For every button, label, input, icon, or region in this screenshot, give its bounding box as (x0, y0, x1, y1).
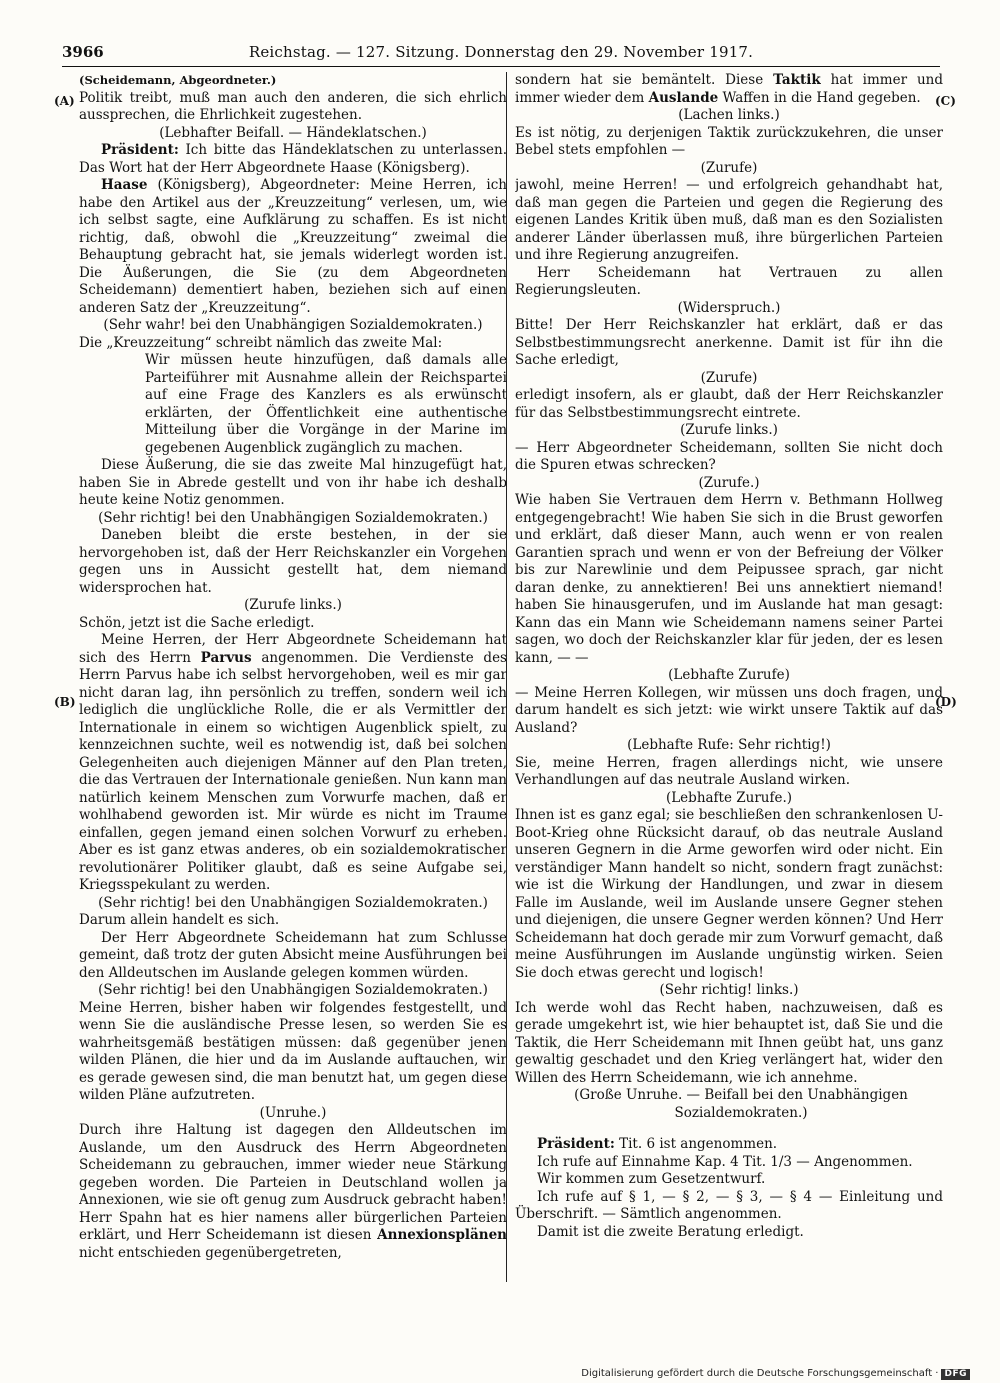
reaction: (Sehr richtig! links.) (659, 982, 799, 998)
page-header (62, 42, 940, 66)
margin-mark-d: (D) (935, 695, 957, 709)
speaker-name: Präsident: (537, 1136, 615, 1152)
margin-mark-a: (A) (54, 94, 75, 108)
margin-mark-b: (B) (54, 695, 76, 709)
speaker-name: Haase (101, 177, 148, 193)
paragraph: Ich werde wohl das Recht haben, nachzuweisen, daß es gerade umgekehrt ist, wie hier behauptet ist, daß Sie und die Taktik, die Herr Scheidemann mit Ihnen geübt hat, uns ganz gewaltig geschadet und den Krieg verlängert hat, wider den Willen des Herrn Scheidemann, wie ich annehme. (515, 999, 943, 1086)
paragraph: Meine Herren, der Herr Abgeordnete Scheidemann hat sich des Herrn Parvus angenommen. Die Verdienste des Herrn Parvus habe ich selbst hervorgehoben, weil es mir gar nicht daran lag, ihn persönlich zu treffen, sondern weil ich lediglich die unglückliche Rolle, die er als Vermittler der Internationale in einem so wichtigen Augenblick spielt, zu kennzeichnen suchte, weil es notwendig ist, daß bei solchen Gelegenheiten auch diejenigen Männer auf den Plan treten, die das Vertrauen der Internationale genießen. Nun kann man natürlich keinem Menschen zum Vorwurfe machen, daß er wohlhabend geworden ist. Mir würde es nicht im Traume einfallen, gegen jemand einen solchen Vorwurf zu erheben. Aber es ist ganz etwas anderes, ob ein sozialdemokratischer revolutionärer Politiker glaubt, daß es seine Aufgabe sei, Kriegsspekulant zu werden. (79, 632, 507, 893)
reaction: (Unruhe.) (259, 1104, 327, 1121)
paragraph: Damit ist die zweite Beratung erledigt. (537, 1223, 804, 1240)
paragraph: Ich rufe auf Einnahme Kap. 4 Tit. 1/3 — Angenommen. (537, 1153, 913, 1170)
header-rule (62, 66, 940, 67)
speaker-name: Präsident: (101, 142, 179, 158)
paragraph: Schön, jetzt ist die Sache erledigt. (79, 614, 315, 631)
right-column (515, 72, 943, 1292)
paragraph: Präsident: Ich bitte das Händeklatschen zu unterlassen. Das Wort hat der Herr Abgeordnete Haase (Königsberg). (79, 142, 507, 176)
paragraph: Es ist nötig, zu derjenigen Taktik zurückzukehren, die unser Bebel stets empfohlen — (515, 124, 943, 158)
paragraph: Darum allein handelt es sich. (79, 912, 280, 928)
paragraph: — Meine Herren Kollegen, wir müssen uns doch fragen, und darum handelt es sich jetzt: wie wirkt unsere Taktik auf das Ausland? (515, 684, 943, 736)
credit-text: Digitalisierung gefördert durch die Deutsche Forschungsgemeinschaft · (581, 1368, 939, 1379)
reaction: (Sehr wahr! bei den Unabhängigen Sozialdemokraten.) (103, 317, 483, 333)
reaction: (Große Unruhe. — Beifall bei den Unabhängigen Sozialdemokraten.) (574, 1087, 908, 1121)
paragraph: Sie, meine Herren, fragen allerdings nicht, wie unsere Verhandlungen auf das neutrale Ausland wirken. (515, 754, 943, 788)
paragraph: Ihnen ist es ganz egal; sie beschließen den schrankenlosen U-Boot-Krieg ohne Rücksicht darauf, ob das neutrale Ausland unseren Gegnern in die Arme geworfen wird oder nicht. Ein verständiger Mann handelt so nicht, sondern fragt zunächst: wie ist die Wirkung der Handlungen, und zwar in diesem Falle im Auslande, weil im Auslande unsere Gegner stehen und diejenigen, die unsere Gegner werden können? Und Herr Scheidemann hat doch gerade mir zum Vorwurf gemacht, daß meine Ausführungen im Auslande ungünstig wirken. Seien Sie doch etwas gerecht und logisch! (515, 807, 943, 981)
reaction: (Lebhafte Zurufe) (668, 667, 790, 683)
paragraph: Meine Herren, bisher haben wir folgendes festgestellt, und wenn Sie die ausländische Presse lesen, so werden Sie es wahrheitsgemäß bestätigen müssen: daß gegenüber jenen wilden Plänen, die hier und da im Auslande auftauchen, wir es gerade gewesen sind, die man benutzt hat, um gegen diese wilden Pläne aufzutreten. (79, 999, 507, 1103)
reaction: (Zurufe links.) (244, 597, 342, 613)
margin-mark-c: (C) (935, 94, 956, 108)
reaction: (Widerspruch.) (677, 299, 781, 316)
reaction: (Lebhafte Rufe: Sehr richtig!) (627, 737, 831, 753)
speaker-attribution: (Scheidemann, Abgeordneter.) (79, 73, 277, 87)
paragraph: Ich rufe auf § 1, — § 2, — § 3, — § 4 — Einleitung und Überschrift. — Sämtlich angenommen. (515, 1188, 943, 1222)
paragraph: Bitte! Der Herr Reichskanzler hat erklärt, daß er das Selbstbestimmungsrecht anerkenne. Damit ist für ihn die Sache erledigt, (515, 317, 943, 368)
paragraph: Diese Äußerung, die sie das zweite Mal hinzugefügt hat, haben Sie in Abrede gestellt und von ihr habe ich deshalb heute keine Notiz genommen. (79, 457, 507, 508)
reaction: (Sehr richtig! bei den Unabhängigen Sozialdemokraten.) (98, 894, 488, 911)
reaction: (Zurufe) (700, 369, 758, 386)
paragraph: erledigt insofern, als er glaubt, daß der Herr Reichskanzler für das Selbstbestimmungsrecht eintrete. (515, 387, 943, 421)
paragraph: Präsident: Tit. 6 ist angenommen. (537, 1136, 778, 1152)
reaction: (Sehr richtig! bei den Unabhängigen Sozialdemokraten.) (98, 509, 488, 526)
page-number: 3966 (62, 43, 104, 61)
spacer (515, 1122, 943, 1136)
paragraph: Wir kommen zum Gesetzentwurf. (537, 1171, 766, 1187)
paragraph: — Herr Abgeordneter Scheidemann, sollten Sie nicht doch die Spuren etwas schrecken? (515, 439, 943, 473)
paragraph: Herr Scheidemann hat Vertrauen zu allen Regierungsleuten. (515, 264, 943, 298)
reaction: (Lebhafte Zurufe.) (665, 789, 793, 806)
left-column (79, 72, 507, 1292)
reaction: (Zurufe links.) (680, 422, 778, 438)
paragraph: Daneben bleibt die erste bestehen, in der sie hervorgehoben ist, daß der Herr Reichskanzler ein Vorgehen gegen uns in Aussicht gestellt hat, dem niemand widersprochen hat. (79, 527, 507, 596)
reaction: (Sehr richtig! bei den Unabhängigen Sozialdemokraten.) (98, 982, 488, 998)
paragraph: Der Herr Abgeordnete Scheidemann hat zum Schlusse gemeint, daß trotz der guten Absicht meine Ausführungen bei den Alldeutschen im Auslande gelegen kommen würden. (79, 929, 507, 981)
reaction: (Zurufe.) (698, 474, 760, 491)
running-title: Reichstag. — 127. Sitzung. Donnerstag den 29. November 1917. (248, 43, 754, 61)
reaction: (Lachen links.) (678, 107, 780, 123)
reaction: (Lebhafter Beifall. — Händeklatschen.) (159, 124, 427, 141)
paragraph: Durch ihre Haltung ist dagegen den Alldeutschen im Auslande, um den Ausdruck des Herrn Abgeordneten Scheidemann zu gebrauchen, immer wieder neue Stärkung gegeben worden. Die Parteien in Deutschland wollen ja Annexionen, wie sie oft genug zum Ausdruck gebracht haben! Herr Spahn hat es hier namens aller bürgerlichen Parteien erklärt, und Herr Scheidemann ist diesen Annexionsplänen nicht entschieden gegenübergetreten, (79, 1122, 507, 1261)
paragraph: Haase (Königsberg), Abgeordneter: Meine Herren, ich habe den Artikel aus der „Kreuzzeitung“ verlesen, um, wie ich selbst sagte, eine Aufklärung zu schaffen. Es ist nicht richtig, daß, obwohl die „Kreuzzeitung“ zweimal die Behauptung gebracht hat, sie jemals widerlegt worden ist. Die Äußerungen, die Sie (zu dem Abgeordneten Scheidemann) dementiert haben, beziehen sich auf einen anderen Satz der „Kreuzzeitung“. (79, 177, 507, 316)
block-quote: Wir müssen heute hinzufügen, daß damals alle Parteiführer mit Ausnahme allein der Reichspartei auf eine Frage des Kanzlers es als erwünscht erklärten, der Öffentlichkeit eine authentische Mitteilung über die Vorgänge in der Marine im gegebenen Augenblick zugänglich zu machen. (145, 352, 507, 456)
reaction: (Zurufe) (700, 159, 758, 176)
digitization-credit (581, 1368, 970, 1380)
paragraph: jawohl, meine Herren! — und erfolgreich gehandhabt hat, daß man gegen die Parteien und gegen die Regierung des eigenen Landes Kritik üben muß, daß man es den Sozialisten anderer Länder überlassen muß, ihre bürgerlichen Parteien und ihre Regierung anzugreifen. (515, 177, 943, 263)
paragraph: sondern hat sie bemäntelt. Diese Taktik hat immer und immer wieder dem Auslande Waffen in die Hand gegeben. (515, 72, 943, 106)
paragraph: Wie haben Sie Vertrauen dem Herrn v. Bethmann Hollweg entgegengebracht! Wie haben Sie sich in die Brust geworfen und erklärt, daß dieser Mann, auch wenn er von realen Garantien sprach und wenn er von der Befreiung der Völker bis zur Narewlinie und dem Peipussee sprach, gar nicht daran denke, zu annektieren! Bei uns annektiert niemand! haben Sie hinausgerufen, und im Auslande hat man gesagt: Kann das ein Mann wie Scheidemann namens seiner Partei sagen, wo doch der Reichskanzler klar für jeden, der es lesen kann, — — (515, 492, 943, 666)
paragraph: Politik treibt, muß man auch den anderen, die sich ehrlich aussprechen, die Ehrlichkeit zugestehen. (79, 89, 507, 123)
dfg-logo: DFG (941, 1369, 970, 1380)
paragraph: Die „Kreuzzeitung“ schreibt nämlich das zweite Mal: (79, 334, 443, 351)
